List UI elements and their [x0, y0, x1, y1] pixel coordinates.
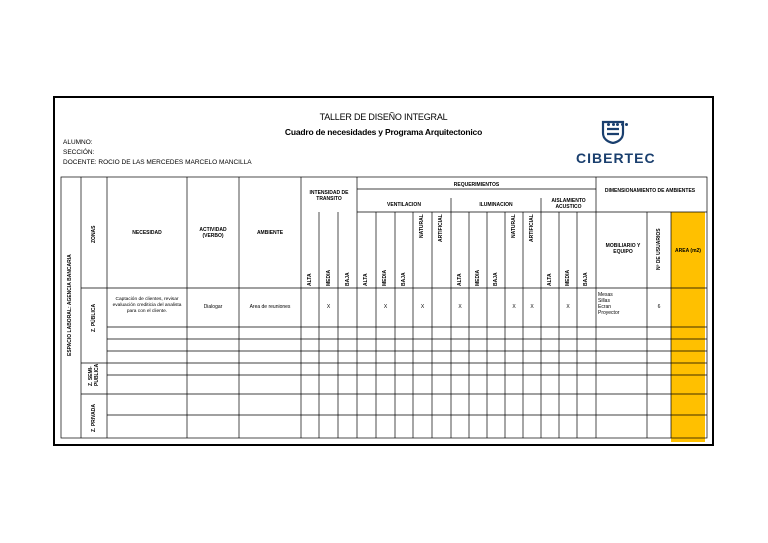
ven-media: MEDIA [382, 269, 388, 286]
alumno-label: ALUMNO: [63, 139, 93, 146]
ven-baja: BAJA [401, 272, 407, 286]
row1-necesidad: Captación de clientes, revisar evaluación crediticia del analista para con el cliente. [112, 297, 182, 314]
docente-label: DOCENTE: ROCIO DE LAS MERCEDES MARCELO MANCILLA [63, 159, 252, 166]
row1-mobiliario: Mesas Sillas Ecran Proyector [598, 292, 620, 316]
iluminacion-header: ILUMINACION [479, 202, 513, 208]
row1-x-iluminacion-alta: X [458, 304, 462, 310]
row1-x-intensidad: X [326, 304, 331, 310]
page-title: TALLER DE DISEÑO INTEGRAL [319, 112, 448, 122]
ilu-baja: BAJA [493, 272, 499, 286]
area-header: AREA (m2) [675, 248, 701, 254]
zona-semipublica: Z. SEMI-PUBLICA [88, 363, 100, 386]
ambiente-header: AMBIENTE [256, 230, 284, 236]
ilu-media: MEDIA [475, 269, 481, 286]
seccion-label: SECCIÓN: [63, 149, 95, 156]
row1-x-iluminacion-natural: X [512, 304, 516, 310]
row1-ambiente: Area de reuniones [249, 304, 291, 310]
ven-alta: ALTA [363, 273, 369, 286]
zona-privada: Z. PRIVADA [91, 404, 97, 432]
espacio-label: ESPACIO LABORAL: AGENCIA BANCARIA [67, 254, 73, 356]
int-alta: ALTA [307, 273, 313, 286]
zona-publica: Z. PÚBLICA [91, 303, 97, 332]
row1-actividad: Dialogar [203, 304, 223, 310]
sheet-frame [53, 96, 714, 446]
ais-baja: BAJA [583, 272, 589, 286]
actividad-header: ACTIVIDAD (VERBO) [199, 227, 227, 239]
row1-x-ventilacion-natural: X [420, 304, 425, 310]
row1-x-aislamiento: X [566, 304, 570, 310]
dimensionamiento-header: DIMENSIONAMIENTO DE AMBIENTES [604, 188, 696, 194]
int-media: MEDIA [326, 269, 332, 286]
row1-x-ventilacion-alta: X [383, 304, 388, 310]
zonas-header: ZONAS [91, 225, 97, 243]
row1-usuarios: 6 [657, 304, 661, 310]
ventilacion-header: VENTILACION [387, 202, 421, 208]
usuarios-header: Nº DE USUARIOS [656, 228, 662, 270]
requerimientos-header: REQUERIMIENTOS [453, 182, 500, 188]
ven-natural: NATURAL [419, 214, 425, 238]
ilu-natural: NATURAL [511, 214, 517, 238]
intensidad-header: INTENSIDAD DE TRANSITO [309, 190, 349, 202]
ilu-alta: ALTA [457, 273, 463, 286]
necesidad-header: NECESIDAD [132, 230, 162, 236]
ilu-artificial: ARTIFICIAL [529, 214, 535, 242]
row1-x-iluminacion-artificial: X [530, 304, 534, 310]
ais-alta: ALTA [547, 273, 553, 286]
mobiliario-header: MOBILIARIO Y EQUIPO [605, 243, 641, 255]
page-subtitle: Cuadro de necesidades y Programa Arquitectonico [284, 127, 483, 137]
aislamiento-header: AISLAMIENTO ACUSTICO [551, 198, 586, 210]
ven-artificial: ARTIFICIAL [438, 214, 444, 242]
ais-media: MEDIA [565, 269, 571, 286]
logo-wordmark: CIBERTEC [576, 150, 656, 166]
int-baja: BAJA [345, 272, 351, 286]
